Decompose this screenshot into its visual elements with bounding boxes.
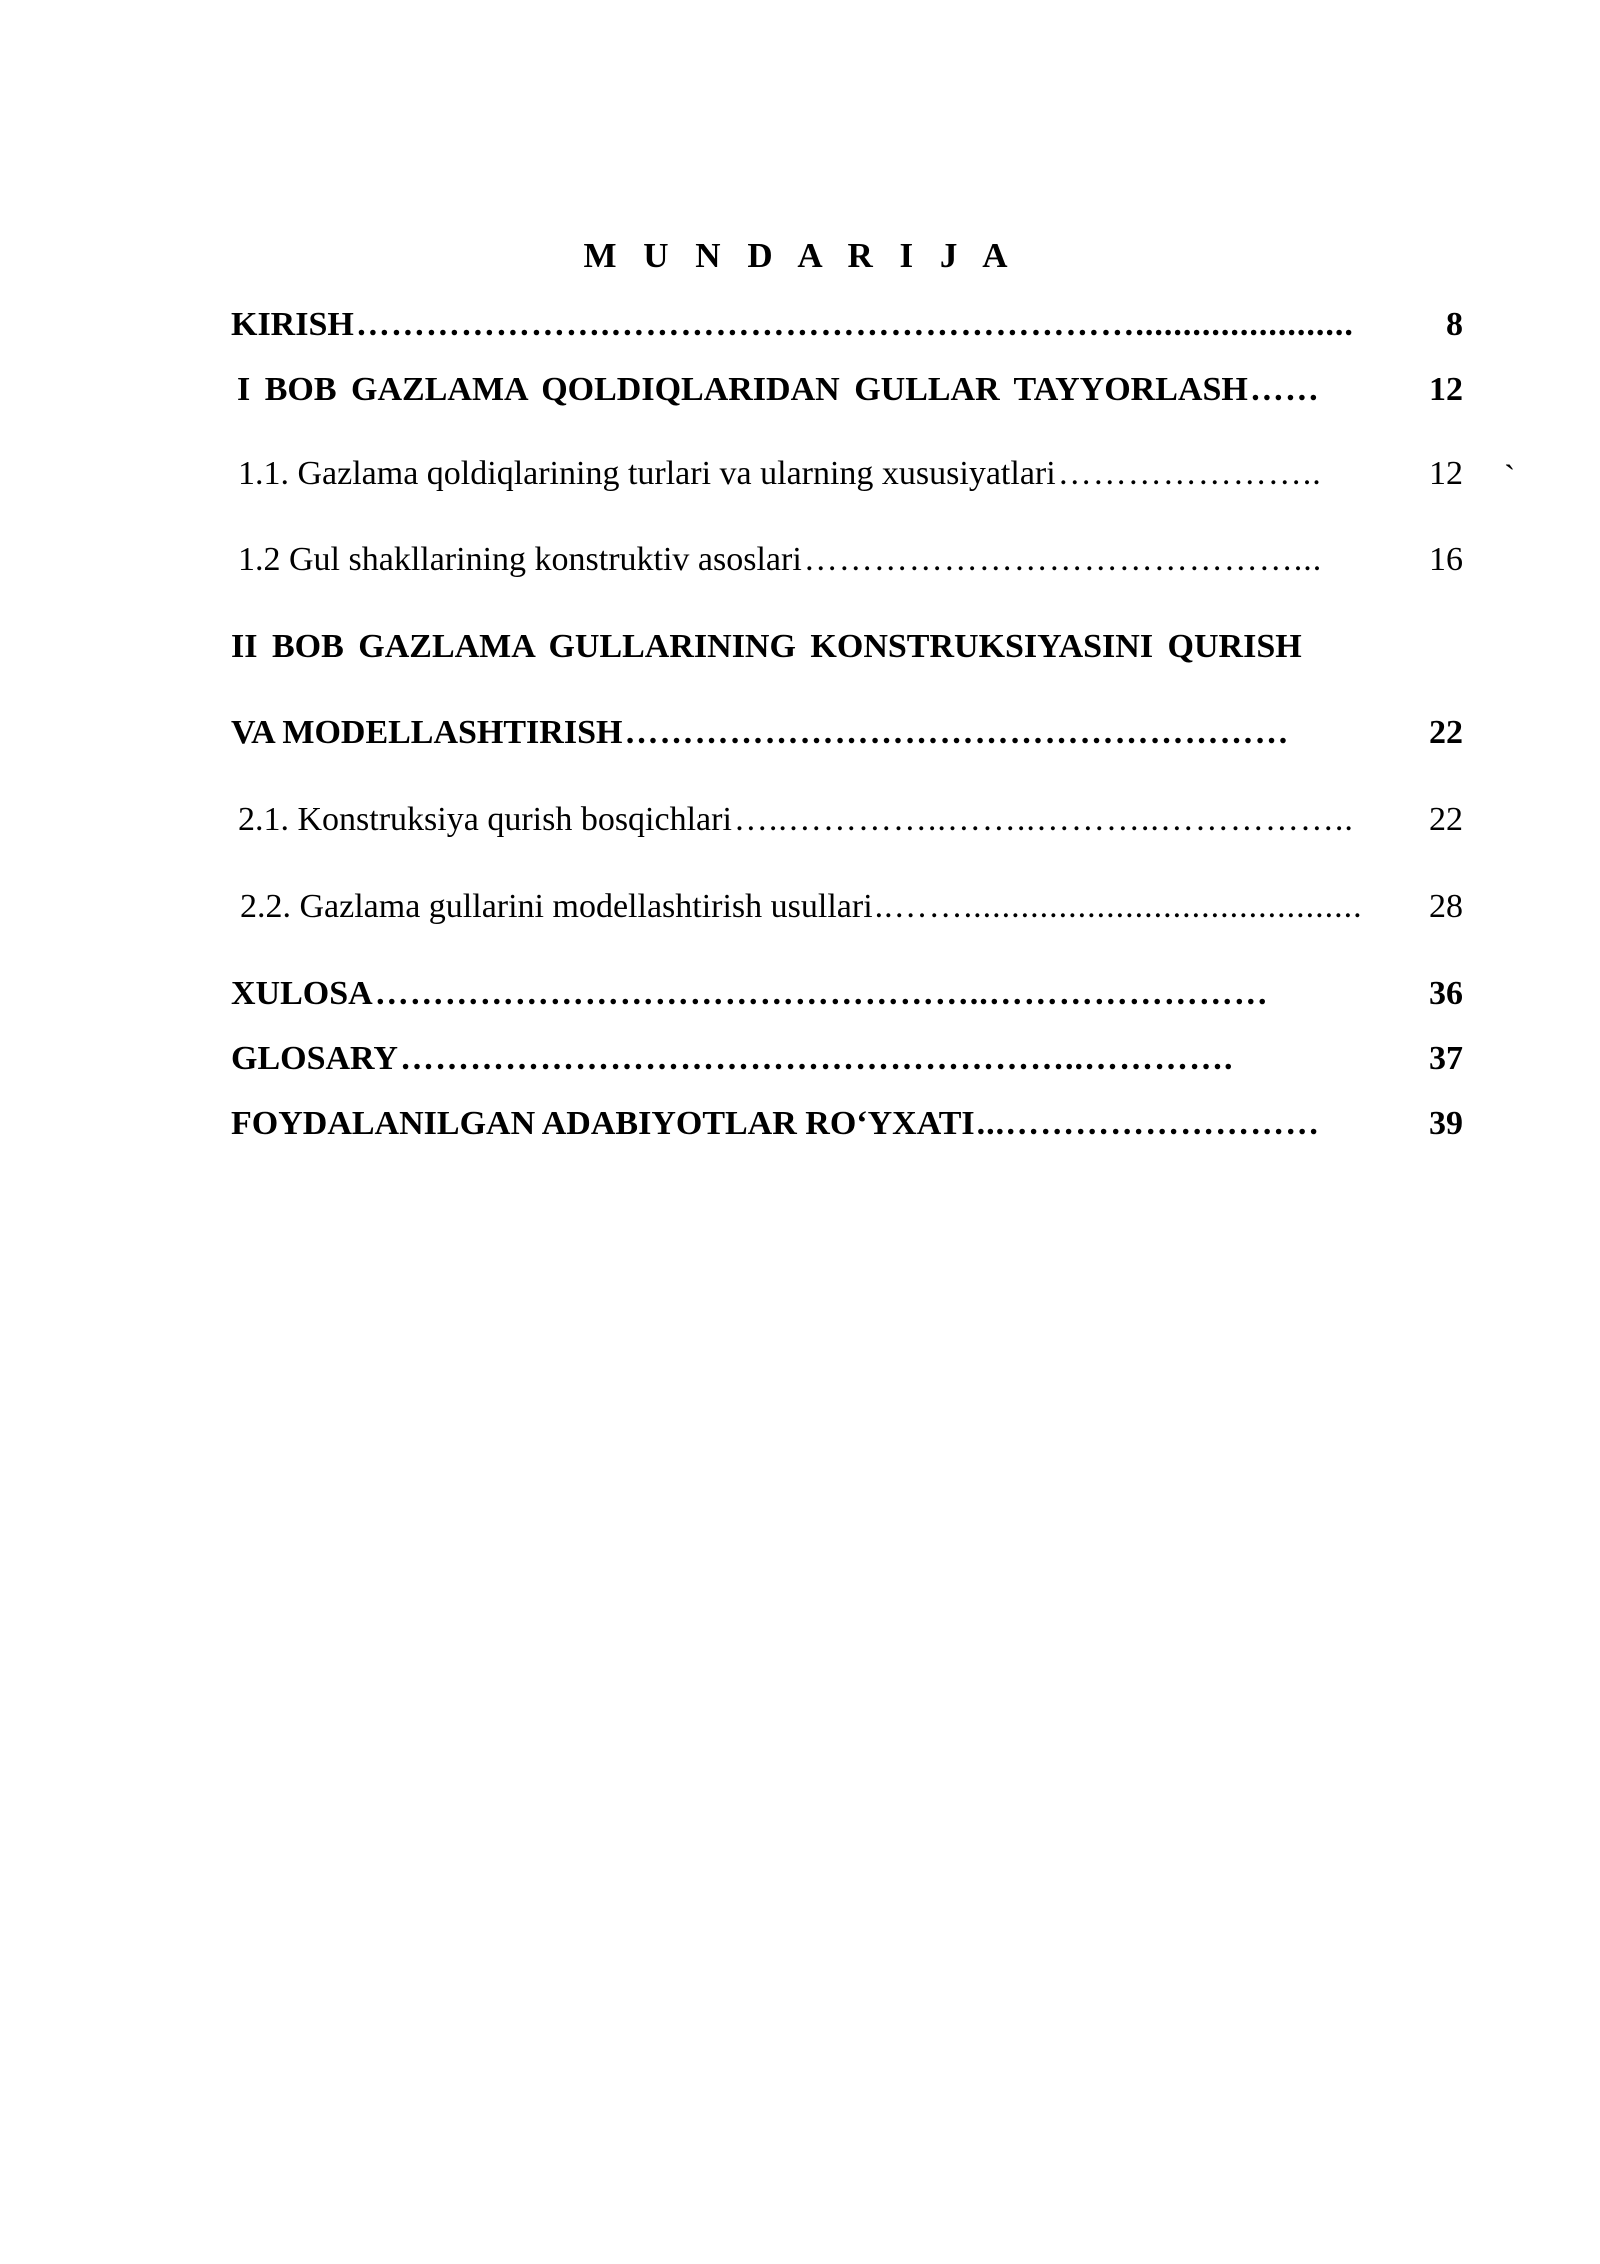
toc-entry-label: 1.1. Gazlama qoldiqlarining turlari va ularning xususiyatlari: [238, 455, 1056, 492]
toc-entry-leader: …………………..: [1057, 455, 1322, 492]
toc-entry-chapter-2-line-2: [231, 711, 1463, 755]
toc-entry-page: 12: [1429, 455, 1463, 492]
toc-entry-label: I BOB GAZLAMA QOLDIQLARIDAN GULLAR TAYYORLASH: [237, 371, 1248, 408]
toc-entry-section-2-1: [238, 798, 1463, 842]
toc-entry-page: 36: [1429, 975, 1463, 1012]
toc-entry-label: KIRISH: [231, 306, 354, 343]
toc-entry-leader: ..……..........................................: [874, 888, 1363, 925]
toc-entry-chapter-1: [237, 368, 1463, 412]
toc-entry-label: FOYDALANILGAN ADABIYOTLAR RO‘YXATI: [231, 1105, 975, 1142]
toc-entry-leader: ...………………………: [976, 1105, 1321, 1142]
toc-entry-kirish: [231, 303, 1463, 347]
toc-entry-leader: …………………………………………………..………….: [399, 1040, 1234, 1077]
toc-entry-label: II BOB GAZLAMA GULLARINING KONSTRUKSIYASINI QURISH: [231, 628, 1302, 665]
toc-entry-glosary: [231, 1037, 1463, 1081]
toc-entry-leader: ……: [1249, 371, 1320, 408]
toc-entry-page: 28: [1429, 888, 1463, 925]
toc-entry-chapter-2-line-1: [231, 625, 1463, 669]
toc-entry-section-2-2: [240, 885, 1463, 929]
toc-entry-section-1-1: [238, 452, 1463, 496]
toc-entry-leader: ……………………………………………..……………………: [374, 975, 1269, 1012]
toc-entry-leader: …..…………..……..………..……………..: [733, 801, 1354, 838]
toc-entry-label: GLOSARY: [231, 1040, 398, 1077]
toc-entry-label: XULOSA: [231, 975, 373, 1012]
toc-entry-bibliography: [231, 1102, 1463, 1146]
toc-entry-page: 22: [1429, 801, 1463, 838]
toc-entry-label: 2.2. Gazlama gullarini modellashtirish usullari: [240, 888, 873, 925]
toc-entry-xulosa: [231, 972, 1463, 1016]
toc-entry-page: 8: [1446, 306, 1463, 343]
toc-entry-page: 12: [1429, 371, 1463, 408]
page-title: M U N D A R I J A: [583, 236, 1017, 275]
toc-entry-leader: …………………………………………………: [624, 714, 1290, 751]
toc-entry-page: 37: [1429, 1040, 1463, 1077]
toc-entry-page: 39: [1429, 1105, 1463, 1142]
toc-entry-leader: ……………………………………...: [803, 541, 1323, 578]
toc-entry-leader: ………………….……………………………………….......................: [355, 306, 1354, 343]
toc-entry-label: 2.1. Konstruksiya qurish bosqichlari: [238, 801, 732, 838]
toc-entry-page: 22: [1429, 714, 1463, 751]
toc-entry-section-1-2: [238, 538, 1463, 582]
toc-entry-label: 1.2 Gul shakllarining konstruktiv asoslari: [238, 541, 802, 578]
toc-entry-label: VA MODELLASHTIRISH: [231, 714, 623, 751]
toc-entry-page: 16: [1429, 541, 1463, 578]
stray-backtick-mark: `: [1504, 459, 1516, 496]
